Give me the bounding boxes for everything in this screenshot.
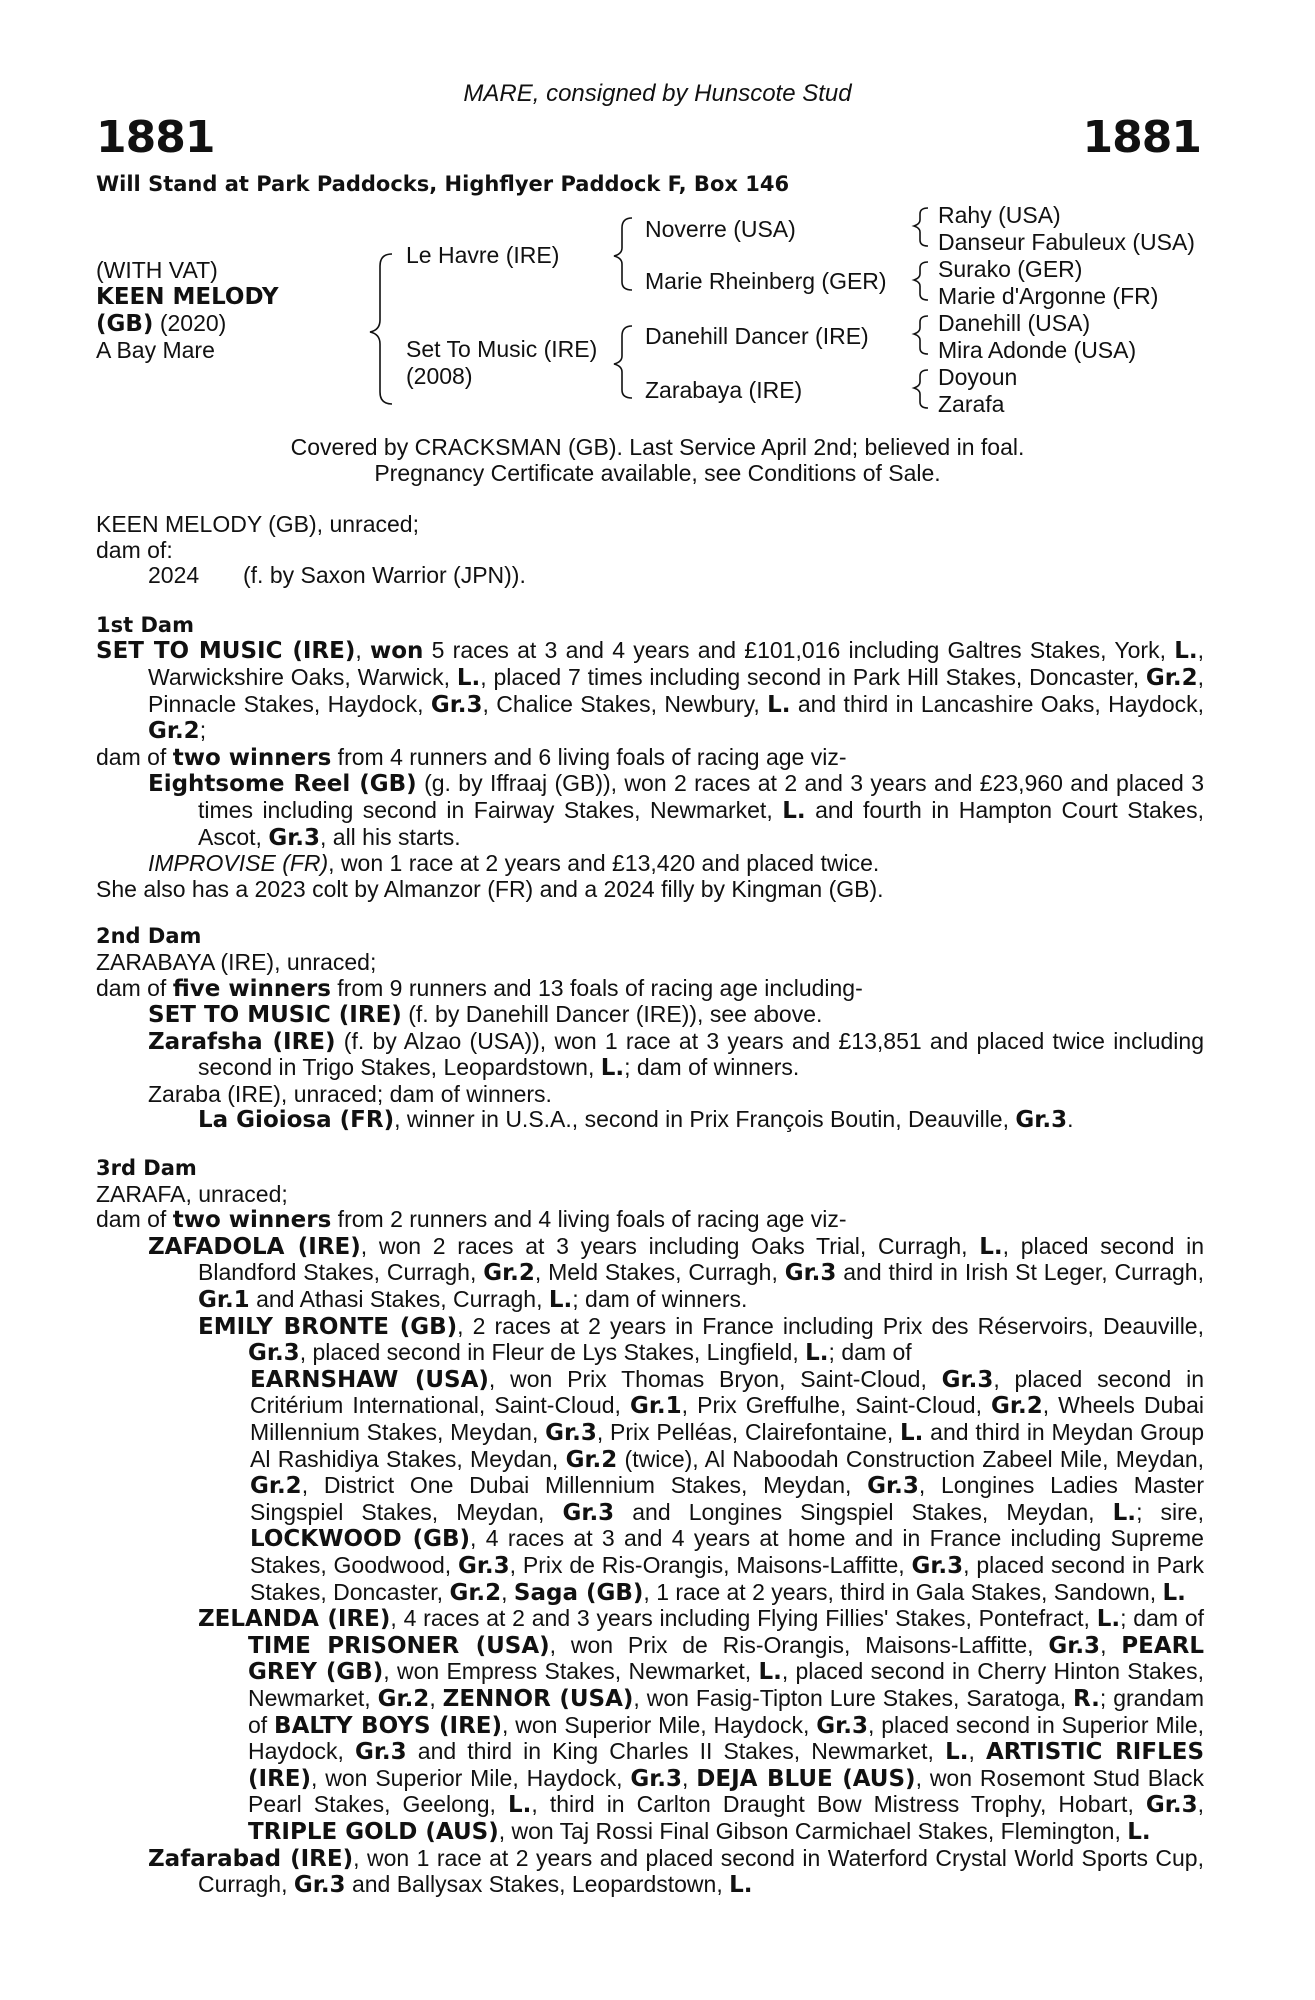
horse-origin: (GB) (2020) xyxy=(96,310,227,337)
pregnancy-certificate-line: Pregnancy Certificate available, see Conditions of Sale. xyxy=(374,460,941,486)
intro-line-1: KEEN MELODY (GB), unraced; xyxy=(96,511,419,537)
lot-number-left: 1881 xyxy=(96,112,215,163)
horse-description: A Bay Mare xyxy=(96,337,215,363)
produce-eightsome-reel: Eightsome Reel (GB) (g. by Iffraaj (GB)), won 2 races at 2 and 3 years and £23,960 and placed 3 times including second in Fairway Stakes, Newmarket, L. and fourth in Hampton Court Stakes, Ascot, Gr.3, all his starts. xyxy=(148,770,1204,851)
produce-improvise: IMPROVISE (FR), won 1 race at 2 years and £13,420 and placed twice. xyxy=(148,850,880,877)
ddd: Zarafa xyxy=(938,391,1005,417)
third-dam-heading: 3rd Dam xyxy=(96,1156,197,1181)
intro-line-2: dam of: xyxy=(96,536,173,563)
first-dam-entry: SET TO MUSIC (IRE), won 5 races at 3 and 4 years and £101,016 including Galtres Stakes, York, L., Warwickshire Oaks, Warwick, L., placed 7 times including second in Park Hill Stakes, Doncaster, Gr.2, Pinnacle Stakes, Haydock, Gr.3, Chalice Stakes, Newbury, L. and third in Lancashire Oaks, Haydock, Gr.2; xyxy=(96,637,1205,745)
first-dam-heading: 1st Dam xyxy=(96,612,194,637)
sdd: Marie d'Argonne (FR) xyxy=(938,283,1159,309)
sire-dam: Marie Rheinberg (GER) xyxy=(645,268,887,294)
dam-sire: Danehill Dancer (IRE) xyxy=(645,323,869,349)
ssd: Danseur Fabuleux (USA) xyxy=(938,229,1195,255)
sds: Surako (GER) xyxy=(938,256,1083,282)
dsd: Mira Adonde (USA) xyxy=(938,337,1137,363)
dds: Doyoun xyxy=(938,364,1018,390)
consignment-line: MARE, consigned by Hunscote Stud xyxy=(463,80,852,107)
catalogue-body: KEEN MELODY (GB), unraced; dam of: 2024 (f. by Saxon Warrior (JPN)). 1st Dam SET TO MUSIC (IRE), won 5 races at 3 and 4 years and £101,016 including Galtres Stakes, York, L., Warwickshire Oaks, Warwick, L., placed 7 times including second in Park Hill Stakes, Doncaster, Gr.2, Pinnacle Stakes, Haydock, Gr.3, Chalice Stakes, Newbury, L. and third in Lancashire Oaks, Haydock, Gr.2; dam of two winners from 4 runners and 6 living foals of racing age viz- Eightsome Reel (GB) (g. by Iffraaj (GB)), won 2 races at 2 and 3 years and £23,960 and placed 3 times including second in Fairway Stakes, Newmarket, L. and fourth in Hampton Court Stakes, Ascot, Gr.3, all his starts. IMPROVISE (FR), won 1 race at 2 years and £13,420 and placed twice. She also has a 2023 colt by Almanzor (FR) and a 2024 filly by Kingman (GB). 2nd Dam ZARABAYA (IRE), unraced; dam of five winners from 9 runners and 13 foals of racing age including- SET TO MUSIC (IRE) (f. by Danehill Dancer (IRE)), see above. Zarafsha (IRE) (f. by Alzao (USA)), won 1 race at 3 years and £13,851 and placed twice including second in Trigo Stakes, Leopardstown, L.; dam of winners. Zaraba (IRE), unraced; dam of winners. La Gioiosa (FR), winner in U.S.A., second in Prix François Boutin, Deauville, Gr.3. 3rd Dam ZARAFA, unraced; dam of two winners from 2 runners and 4 living foals of racing age viz- ZAFADOLA (IRE), won 2 races at 3 years including Oaks Trial, Curragh, L., placed second in Blandford Stakes, Curragh, Gr.2, Meld Stakes, Curragh, Gr.3 and third in Irish St Leger, Curragh, Gr.1 and Athasi Stakes, Curragh, L.; dam of winners. EMILY BRONTE (GB), 2 races at 2 years in France including Prix des Réservoirs, Deauville, Gr.3, placed second in Fleur de Lys Stakes, Lingfield, L.; dam of EARNSHAW (USA), won Prix Thomas Bryon, Saint-Cloud, Gr.3, placed second in Critérium International, Saint-Cloud, Gr.1, Prix Greffulhe, Saint-Cloud, Gr.2, Wheels Dubai Millennium Stakes, Meydan, Gr.3, Prix Pelléas, Clairefontaine, L. and third in Meydan Group Al Rashidiya Stakes, Meydan, Gr.2 (twice), Al Naboodah Construction Zabeel Mile, Meydan, Gr.2, District One Dubai Millennium Stakes, Meydan, Gr.3, Longines Ladies Master Singspiel Stakes, Meydan, Gr.3 and Longines Singspiel Stakes, Meydan, L.; sire, LOCKWOOD (GB), 4 races at 3 and 4 years at home and in France including Supreme Stakes, Goodwood, Gr.3, Prix de Ris-Orangis, Maisons-Laffitte, Gr.3, placed second in Park Stakes, Doncaster, Gr.2, Saga (GB), 1 race at 2 years, third in Gala Stakes, Sandown, L. ZELANDA (IRE), 4 races at 2 and 3 years including Flying Fillies' Stakes, Pontefract, L.; dam of TIME PRISONER (USA), won Prix de Ris-Orangis, Maisons-Laffitte, Gr.3, PEARL GREY (GB), won Empress Stakes, Newmarket, L., placed second in Cherry Hinton Stakes, Newmarket, Gr.2, ZENNOR (USA), won Fasig-Tipton Lure Stakes, Saratoga, R.; grandam of BALTY BOYS (IRE), won Superior Mile, Haydock, Gr.3, placed second in Superior Mile, Haydock, Gr.3 and third in King Charles II Stakes, Newmarket, L., ARTISTIC RIFLES (IRE), won Superior Mile, Haydock, Gr.3, DEJA BLUE (AUS), won Rosemont Stud Black Pearl Stakes, Geelong, L., third in Carlton Draught Bow Mistress Trophy, Hobart, Gr.3, TRIPLE GOLD (AUS), won Taj Rossi Final Gibson Carmichael Stakes, Flemington, L. Zafarabad (IRE), won 1 race at 2 years and placed second in Waterford Crystal World Sports Cup, Curragh, Gr.3 and Ballysax Stakes, Leopardstown, L. xyxy=(96,511,1205,1899)
sire-sire: Noverre (USA) xyxy=(645,216,796,242)
second-dam-heading: 2nd Dam xyxy=(96,924,202,949)
horse-name: KEEN MELODY xyxy=(96,284,279,310)
vat-note: (WITH VAT) xyxy=(96,257,218,283)
dss: Danehill (USA) xyxy=(938,310,1091,336)
pedigree-braces xyxy=(0,0,1315,430)
stand-location: Will Stand at Park Paddocks, Highflyer Paddock F, Box 146 xyxy=(96,172,790,196)
dam-year: (2008) xyxy=(406,363,473,389)
dam: Set To Music (IRE) xyxy=(406,336,598,362)
lot-number-right: 1881 xyxy=(1082,112,1201,163)
sss: Rahy (USA) xyxy=(938,202,1061,228)
produce-record: 2024 (f. by Saxon Warrior (JPN)). xyxy=(148,562,526,589)
dam-dam: Zarabaya (IRE) xyxy=(645,377,803,403)
sire: Le Havre (IRE) xyxy=(406,242,560,268)
covered-line: Covered by CRACKSMAN (GB). Last Service April 2nd; believed in foal. xyxy=(290,434,1025,460)
